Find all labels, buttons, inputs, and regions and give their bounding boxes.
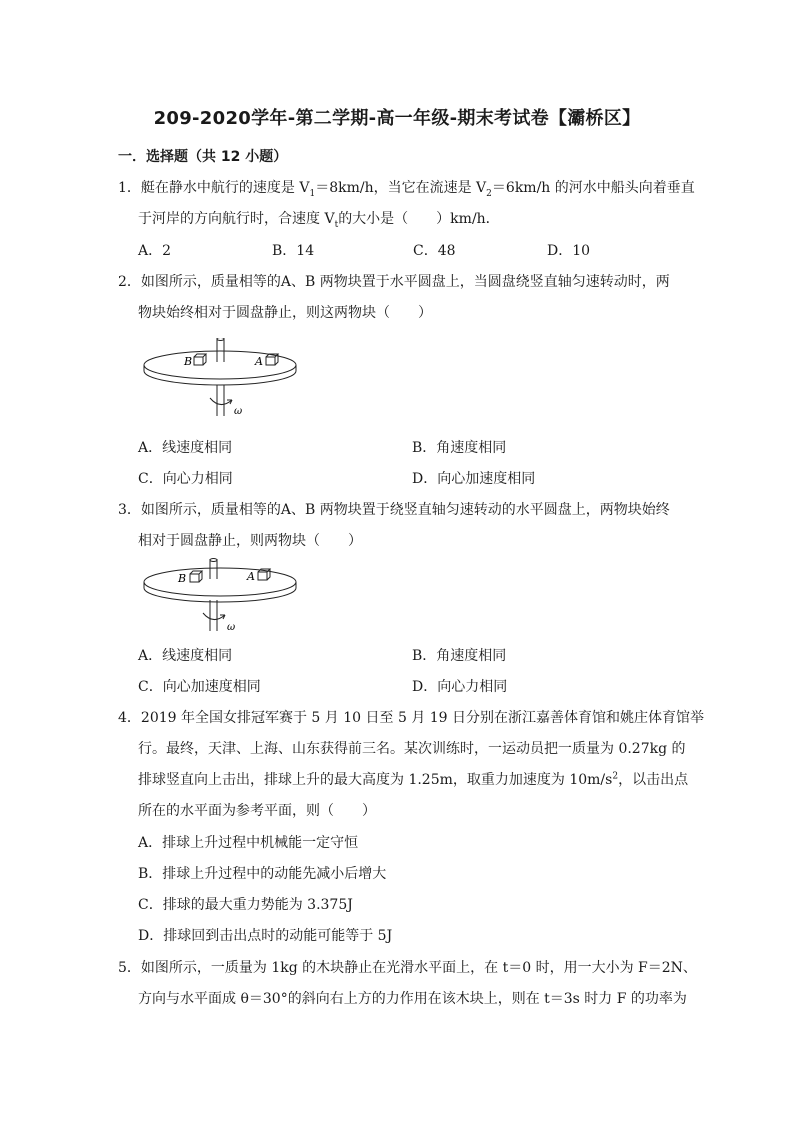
q3-option-d[interactable]: D．向心力相同 bbox=[412, 679, 508, 695]
q3-option-c[interactable]: C．向心加速度相同 bbox=[138, 679, 261, 695]
rotating-disk-figure-q3 bbox=[140, 555, 300, 637]
q4-line-3: 排球竖直向上击出，排球上升的最大高度为 1.25m，取重力加速度为 $10m/s^2$，以击出点 bbox=[138, 771, 689, 788]
q5-line-2: 方向与水平面成 θ＝30°的斜向右上方的力作用在该木块上，则在 t＝3s 时力 F 的功率为 bbox=[138, 991, 687, 1007]
q5-line-1: 5．如图所示，一质量为 1kg 的木块静止在光滑水平面上，在 t＝0 时，用一大小为 F＝2N、 bbox=[118, 960, 697, 976]
q1-line-1: 1．艇在静水中航行的速度是 $V_1=8km/h$，当它在流速是 $V_2=6km/h$ 的河水中船头向着垂直 bbox=[118, 180, 695, 199]
page-title: 209-2020学年-第二学期-高一年级-期末考试卷【灞桥区】 bbox=[153, 108, 641, 129]
q2-option-c[interactable]: C．向心力相同 bbox=[138, 471, 233, 487]
block-a-label: A bbox=[247, 570, 255, 583]
q4-line-2: 行。最终，天津、上海、山东获得前三名。某次训练时，一运动员把一质量为 0.27kg 的 bbox=[138, 741, 686, 757]
q4-option-b[interactable]: B．排球上升过程中的动能先减小后增大 bbox=[138, 866, 387, 882]
q3-line-2: 相对于圆盘静止，则两物块（ ） bbox=[138, 533, 362, 549]
q4-option-a[interactable]: A．排球上升过程中机械能一定守恒 bbox=[138, 835, 359, 851]
rotating-disk-figure-q2 bbox=[140, 338, 300, 420]
q2-option-a[interactable]: A．线速度相同 bbox=[138, 440, 233, 456]
section-heading: 一．选择题（共 12 小题） bbox=[118, 149, 288, 165]
q2-option-b[interactable]: B．角速度相同 bbox=[412, 440, 507, 456]
q4-line-1: 4．2019 年全国女排冠军赛于 5 月 10 日至 5 月 19 日分别在浙江嘉善体育馆和姚庄体育馆举 bbox=[118, 710, 705, 726]
q3-line-1: 3．如图所示，质量相等的A、B 两物块置于绕竖直轴匀速转动的水平圆盘上，两物块始终 bbox=[118, 502, 670, 518]
q1-line-2: 于河岸的方向航行时，合速度 $V_t$的大小是（ ）km/h． bbox=[138, 211, 500, 230]
q1-option-a[interactable]: A．2 bbox=[138, 243, 172, 259]
q2-line-2: 物块始终相对于圆盘静止，则这两物块（ ） bbox=[138, 305, 432, 321]
block-b-label: B bbox=[184, 355, 193, 368]
q2-line-1: 2．如图所示，质量相等的A、B 两物块置于水平圆盘上，当圆盘绕竖直轴匀速转动时，两 bbox=[118, 274, 670, 290]
q3-option-b[interactable]: B．角速度相同 bbox=[412, 648, 507, 664]
block-a-label: A bbox=[255, 355, 263, 368]
q4-option-c[interactable]: C．排球的最大重力势能为 3.375J bbox=[138, 897, 353, 913]
q1-option-d[interactable]: D．10 bbox=[547, 243, 591, 259]
q3-option-a[interactable]: A．线速度相同 bbox=[138, 648, 233, 664]
omega-label: ω bbox=[234, 406, 243, 417]
q2-option-d[interactable]: D．向心加速度相同 bbox=[412, 471, 536, 487]
block-b-label: B bbox=[178, 572, 187, 585]
q4-line-4: 所在的水平面为参考平面，则（ ） bbox=[138, 803, 376, 819]
omega-label: ω bbox=[227, 622, 236, 633]
q1-option-c[interactable]: C．48 bbox=[413, 243, 456, 259]
q1-option-b[interactable]: B．14 bbox=[272, 243, 315, 259]
q4-option-d[interactable]: D．排球回到击出点时的动能可能等于 5J bbox=[138, 928, 393, 944]
